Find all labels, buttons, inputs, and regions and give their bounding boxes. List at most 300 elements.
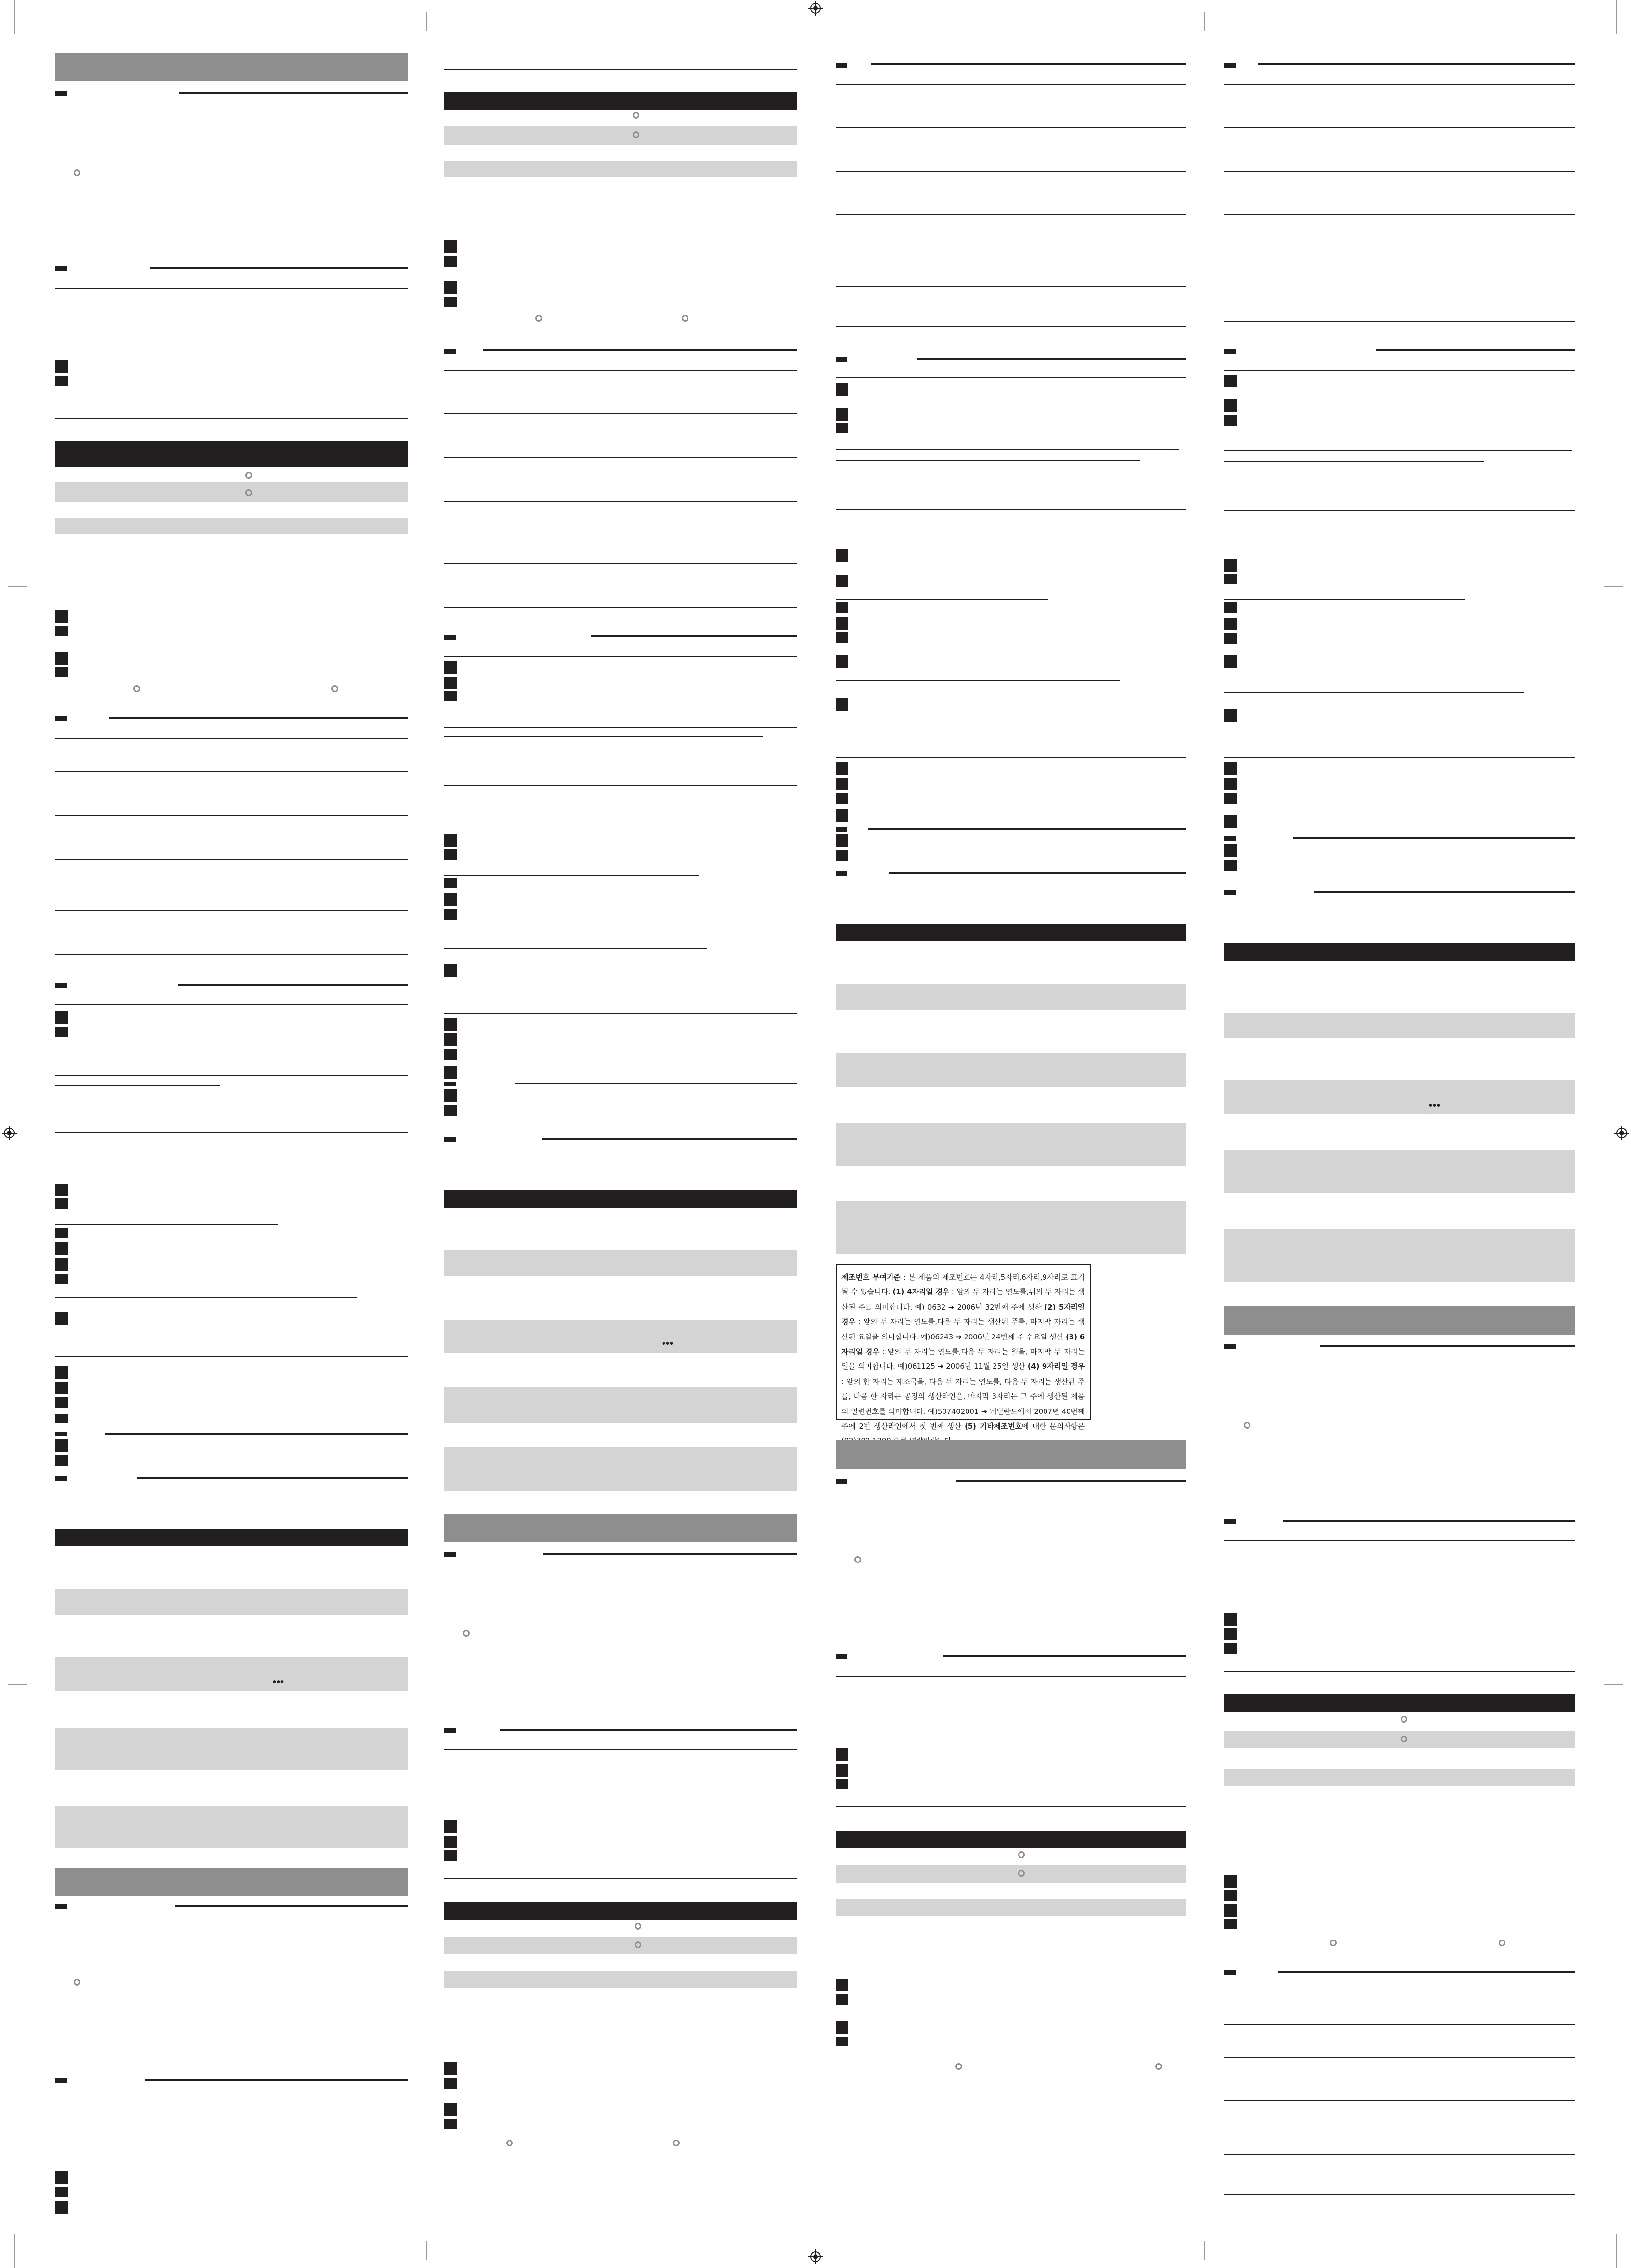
step-marker	[1224, 1628, 1237, 1640]
step-marker	[1224, 618, 1237, 630]
step-marker	[444, 834, 457, 847]
step-marker	[1224, 602, 1237, 613]
gear-icon	[1499, 1940, 1505, 1946]
step-marker	[1224, 815, 1237, 828]
step-marker	[1224, 1875, 1237, 1888]
table-row	[55, 1589, 408, 1615]
divider	[1224, 84, 1575, 85]
table-header-bar	[836, 924, 1186, 941]
step-marker	[836, 809, 848, 822]
serial-notice-intro: : 본 제품의 제조번호는 4자리,5자리,6자리,9자리로 표기될 수 있습니다.	[841, 1273, 1085, 1297]
divider	[836, 127, 1186, 128]
heading-rule	[1278, 1971, 1575, 1973]
heading-rule	[1376, 349, 1575, 351]
heading-marker	[836, 63, 847, 68]
table-row	[836, 984, 1186, 1010]
divider	[55, 954, 408, 955]
heading-marker	[444, 349, 456, 354]
step-marker	[55, 610, 68, 623]
heading-rule	[542, 1138, 797, 1140]
heading-marker	[55, 266, 67, 271]
heading-rule	[917, 358, 1186, 360]
gear-icon	[331, 685, 338, 692]
step-marker	[444, 1033, 457, 1046]
table-row	[1224, 1769, 1575, 1786]
step-marker	[836, 1764, 848, 1777]
gear-icon	[633, 112, 639, 119]
heading-rule	[543, 1553, 797, 1555]
heading-marker	[1224, 890, 1236, 895]
ellipsis-icon: •••	[273, 1677, 285, 1688]
table-row	[836, 1053, 1186, 1087]
table-row	[836, 1123, 1186, 1166]
step-marker	[55, 360, 68, 373]
step-marker	[836, 602, 848, 613]
step-marker	[836, 1748, 848, 1761]
table-row	[444, 1320, 797, 1353]
divider	[1224, 1540, 1575, 1541]
step-marker	[55, 1011, 68, 1024]
table-row	[836, 1865, 1186, 1883]
divider	[836, 286, 1186, 287]
table-row	[1224, 1150, 1575, 1193]
step-marker	[1224, 1919, 1237, 1929]
heading-marker	[1224, 836, 1236, 841]
table-row	[444, 126, 797, 145]
step-marker	[836, 762, 848, 775]
divider	[55, 1297, 357, 1298]
heading-rule	[500, 1729, 797, 1731]
divider	[55, 1356, 408, 1357]
section-header-bar	[55, 53, 408, 81]
case5-text: 에 대한 문의사항은	[1021, 1422, 1085, 1431]
divider	[444, 457, 797, 458]
registration-mark-icon	[1614, 1126, 1629, 1140]
step-marker	[55, 1258, 68, 1271]
divider	[836, 509, 1186, 510]
step-marker	[55, 1184, 68, 1196]
table-row	[1224, 1080, 1575, 1114]
heading-rule	[1293, 837, 1575, 839]
divider	[836, 757, 1186, 758]
step-marker	[836, 2021, 848, 2034]
case1-label: (1) 4자리일 경우	[892, 1287, 950, 1297]
table-row	[55, 1728, 408, 1770]
registration-mark-icon	[2, 1126, 17, 1140]
step-marker	[836, 575, 848, 587]
step-marker	[836, 655, 848, 668]
gear-icon	[74, 1979, 80, 1986]
table-row	[55, 1806, 408, 1848]
case3-text: : 앞의 두 자리는 연도를,다음 두 자리는 월을, 마지막 두 자리는 일을 의미합니다. 예)061125 ➜ 2006년 11월 25일 생산	[841, 1347, 1085, 1371]
step-marker	[444, 1820, 457, 1833]
case4-text: : 앞의 한 자리는 제조국을, 다음 두 자리는 연도를, 다음 두 자리는 생산된 주를, 다음 한 자리는 공장의 생산라인을, 마지막 3자리는 그 주에 생산된 제품의 일련번호를 의미합니다. 예)507402001 ➜ 네덜란드에서 2007년 40번째 주에 2번 생산라인에서 첫 번째 생산	[841, 1377, 1085, 1431]
table-row	[444, 1937, 797, 1954]
table-header-bar	[1224, 943, 1575, 961]
heading-rule	[1258, 63, 1575, 65]
step-marker	[1224, 1643, 1237, 1654]
step-marker	[55, 2171, 68, 2184]
divider	[1224, 461, 1484, 462]
gear-icon	[1018, 1851, 1025, 1858]
divider	[55, 771, 408, 772]
table-row	[444, 161, 797, 177]
gear-icon	[1401, 1736, 1407, 1742]
step-marker	[444, 281, 457, 294]
heading-marker	[444, 1552, 456, 1557]
table-header-bar	[1224, 1694, 1575, 1712]
gear-icon	[535, 315, 542, 322]
divider	[55, 1004, 408, 1005]
divider	[444, 69, 797, 70]
step-marker	[444, 256, 457, 267]
divider	[836, 171, 1186, 172]
divider	[55, 738, 408, 739]
table-row	[1224, 1731, 1575, 1748]
heading-rule	[105, 1433, 408, 1435]
step-marker	[836, 2037, 848, 2046]
divider	[444, 413, 797, 414]
divider	[836, 377, 1186, 378]
heading-marker	[836, 827, 847, 832]
heading-rule	[591, 635, 797, 637]
step-marker	[444, 677, 457, 689]
divider	[55, 815, 408, 816]
heading-rule	[1283, 1520, 1575, 1522]
step-marker	[55, 1439, 68, 1452]
table-header-bar	[55, 441, 408, 467]
step-marker	[1224, 844, 1237, 857]
step-marker	[1224, 574, 1237, 584]
gear-icon	[245, 472, 252, 479]
divider	[1224, 510, 1575, 511]
step-marker	[444, 1836, 457, 1848]
heading-marker	[1224, 1970, 1236, 1975]
table-header-bar	[444, 1190, 797, 1208]
step-marker	[444, 2103, 457, 2116]
step-marker	[836, 1994, 848, 2005]
step-marker	[55, 1027, 68, 1037]
heading-rule	[179, 92, 408, 94]
section-header-bar	[55, 1868, 408, 1896]
divider	[55, 859, 408, 860]
case1-text: : 앞의 두 자리는 연도를,뒤의 두 자리는 생산된 주를 의미합니다. 예) 0632 ➜ 2006년 32번째 주에 생산	[841, 1287, 1085, 1311]
divider	[444, 736, 763, 737]
step-marker	[444, 1089, 457, 1102]
table-header-bar	[836, 1831, 1186, 1848]
step-marker	[836, 408, 848, 421]
table-row	[55, 518, 408, 534]
gear-icon	[463, 1630, 470, 1637]
heading-marker	[1224, 63, 1236, 68]
divider	[55, 418, 408, 419]
case2-label: (2) 5자리일 경우	[841, 1302, 1085, 1327]
step-marker	[55, 1455, 68, 1466]
heading-rule	[109, 717, 408, 719]
divider	[444, 563, 797, 564]
step-marker	[444, 1066, 457, 1079]
step-marker	[444, 1049, 457, 1060]
divider	[1224, 321, 1575, 322]
heading-rule	[868, 828, 1186, 830]
table-row	[444, 1387, 797, 1423]
divider	[55, 288, 408, 289]
heading-marker	[1224, 1344, 1236, 1349]
divider	[444, 607, 797, 608]
case2-text: : 앞의 두 자리는 연도를,다음 두 자리는 생산된 주를, 마지막 자리는 생산된 요일을 의미합니다. 예)06243 ➜ 2006년 24번째 주 수요일 생산	[841, 1317, 1085, 1341]
heading-rule	[889, 872, 1186, 874]
step-marker	[836, 778, 848, 790]
serial-notice-title: 제조번호 부여기준	[841, 1273, 901, 1282]
gear-icon	[633, 131, 639, 138]
divider	[1224, 1671, 1575, 1672]
step-marker	[444, 661, 457, 674]
heading-marker	[1224, 1519, 1236, 1524]
gear-icon	[1155, 2063, 1162, 2070]
divider	[444, 785, 797, 786]
heading-marker	[55, 1432, 67, 1436]
table-row	[1224, 1013, 1575, 1038]
ellipsis-icon: •••	[1429, 1100, 1441, 1111]
heading-rule	[150, 267, 408, 269]
step-marker	[1224, 559, 1237, 572]
gear-icon	[506, 2140, 513, 2146]
table-row	[444, 1971, 797, 1988]
divider	[1224, 2154, 1575, 2155]
step-marker	[55, 2187, 68, 2197]
heading-marker	[55, 91, 67, 96]
step-marker	[836, 698, 848, 711]
divider	[1224, 692, 1524, 693]
heading-marker	[55, 716, 67, 721]
heading-rule	[956, 1480, 1186, 1482]
heading-marker	[836, 1654, 847, 1659]
step-marker	[836, 617, 848, 630]
section-header-bar	[836, 1440, 1186, 1469]
table-header-bar	[55, 1529, 408, 1546]
step-marker	[444, 1018, 457, 1031]
divider	[1224, 2024, 1575, 2025]
gear-icon	[1018, 1870, 1025, 1877]
gear-icon	[133, 685, 140, 692]
step-marker	[55, 1312, 68, 1325]
table-row	[836, 1899, 1186, 1916]
divider	[444, 727, 797, 728]
divider	[836, 680, 1120, 681]
step-marker	[444, 878, 457, 888]
step-marker	[55, 626, 68, 636]
heading-rule	[1314, 891, 1575, 893]
serial-number-notice	[836, 1264, 1091, 1431]
heading-rule	[871, 63, 1186, 65]
step-marker	[1224, 399, 1237, 412]
step-marker	[55, 652, 68, 665]
step-marker	[836, 850, 848, 861]
step-marker	[444, 909, 457, 920]
step-marker	[55, 1397, 68, 1408]
gear-icon	[1244, 1422, 1250, 1429]
gear-icon	[682, 315, 688, 322]
step-marker	[444, 893, 457, 906]
divider	[1224, 2194, 1575, 2195]
serial-notice-text	[841, 1270, 1085, 1449]
divider	[836, 1806, 1186, 1807]
divider	[836, 449, 1179, 450]
heading-rule	[943, 1655, 1186, 1657]
heading-marker	[836, 1479, 847, 1484]
step-marker	[1224, 793, 1237, 804]
divider	[836, 214, 1186, 215]
heading-marker	[444, 1137, 456, 1142]
step-marker	[55, 1382, 68, 1394]
step-marker	[836, 549, 848, 562]
gear-icon	[854, 1556, 861, 1563]
step-marker	[1224, 762, 1237, 775]
heading-marker	[444, 1728, 456, 1733]
divider	[444, 501, 797, 502]
registration-mark-icon	[808, 1, 823, 16]
step-marker	[55, 667, 68, 677]
step-marker	[836, 1979, 848, 1991]
step-marker	[1224, 375, 1237, 387]
gear-icon	[1330, 1940, 1337, 1946]
heading-marker	[55, 1904, 67, 1909]
divider	[836, 599, 1048, 600]
divider	[1224, 214, 1575, 215]
step-marker	[55, 2201, 68, 2214]
heading-rule	[145, 2079, 408, 2081]
divider	[1224, 599, 1465, 600]
step-marker	[444, 1850, 457, 1861]
gear-icon	[673, 2140, 680, 2146]
divider	[444, 370, 797, 371]
step-marker	[836, 793, 848, 804]
step-marker	[444, 2078, 457, 2089]
table-row	[836, 1201, 1186, 1254]
table-row	[444, 1447, 797, 1491]
gear-icon	[245, 489, 252, 496]
gear-icon	[74, 169, 80, 176]
step-marker	[444, 964, 457, 977]
step-marker	[55, 1228, 68, 1238]
heading-marker	[1224, 349, 1236, 354]
divider	[55, 1132, 408, 1133]
table-header-bar	[444, 92, 797, 110]
step-marker	[836, 1779, 848, 1789]
heading-marker	[55, 1476, 67, 1481]
divider	[1224, 757, 1575, 758]
gear-icon	[635, 1941, 641, 1948]
section-header-bar	[1224, 1306, 1575, 1335]
gear-icon	[1401, 1716, 1407, 1723]
divider	[1224, 370, 1575, 371]
step-marker	[1224, 860, 1237, 871]
step-marker	[55, 1366, 68, 1379]
heading-marker	[836, 871, 847, 876]
heading-marker	[55, 983, 67, 988]
step-marker	[836, 383, 848, 396]
heading-rule	[175, 1905, 408, 1907]
table-row	[444, 1250, 797, 1276]
divider	[55, 1075, 408, 1076]
table-row	[55, 482, 408, 502]
divider	[836, 1676, 1186, 1677]
divider	[444, 948, 707, 949]
step-marker	[444, 240, 457, 253]
step-marker	[55, 376, 68, 386]
step-marker	[444, 849, 457, 860]
step-marker	[444, 2062, 457, 2075]
gear-icon	[955, 2063, 962, 2070]
step-marker	[444, 1105, 457, 1116]
table-header-bar	[444, 1902, 797, 1920]
step-marker	[1224, 415, 1237, 426]
table-row	[1224, 1229, 1575, 1282]
divider	[836, 84, 1186, 85]
heading-rule	[1320, 1345, 1575, 1347]
heading-marker	[444, 635, 456, 640]
step-marker	[836, 423, 848, 433]
divider	[1224, 127, 1575, 128]
step-marker	[55, 1414, 68, 1423]
ellipsis-icon: •••	[662, 1338, 674, 1349]
heading-marker	[836, 357, 847, 362]
divider	[444, 1878, 797, 1879]
case3-label: (3) 6자리일 경우	[841, 1332, 1085, 1357]
divider	[444, 1013, 797, 1014]
divider	[55, 1224, 278, 1225]
step-marker	[836, 834, 848, 847]
heading-rule	[483, 349, 797, 351]
heading-marker	[55, 2078, 67, 2083]
divider	[55, 1085, 220, 1086]
step-marker	[444, 691, 457, 701]
step-marker	[55, 1242, 68, 1255]
step-marker	[1224, 633, 1237, 644]
registration-mark-icon	[808, 2249, 823, 2264]
step-marker	[1224, 778, 1237, 790]
step-marker	[836, 632, 848, 643]
step-marker	[444, 297, 457, 307]
divider	[444, 1749, 797, 1750]
heading-rule	[515, 1083, 797, 1084]
divider	[444, 656, 797, 657]
divider	[1224, 450, 1572, 451]
divider	[836, 460, 1140, 461]
divider	[1224, 2057, 1575, 2058]
step-marker	[1224, 1904, 1237, 1917]
step-marker	[444, 2119, 457, 2129]
step-marker	[1224, 709, 1237, 722]
divider	[1224, 171, 1575, 172]
table-row	[55, 1657, 408, 1691]
heading-rule	[137, 1477, 408, 1479]
divider	[1224, 2100, 1575, 2101]
divider	[444, 875, 699, 876]
gear-icon	[635, 1923, 641, 1930]
step-marker	[1224, 1890, 1237, 1901]
divider	[55, 910, 408, 911]
step-marker	[55, 1198, 68, 1209]
heading-marker	[444, 1082, 456, 1086]
case4-label: (4) 9자리일 경우	[1027, 1362, 1085, 1371]
step-marker	[1224, 655, 1237, 668]
case5-label: (5) 기타제조번호	[965, 1422, 1022, 1431]
section-header-bar	[444, 1514, 797, 1542]
step-marker	[55, 1274, 68, 1284]
divider	[836, 326, 1186, 327]
step-marker	[1224, 1613, 1237, 1626]
